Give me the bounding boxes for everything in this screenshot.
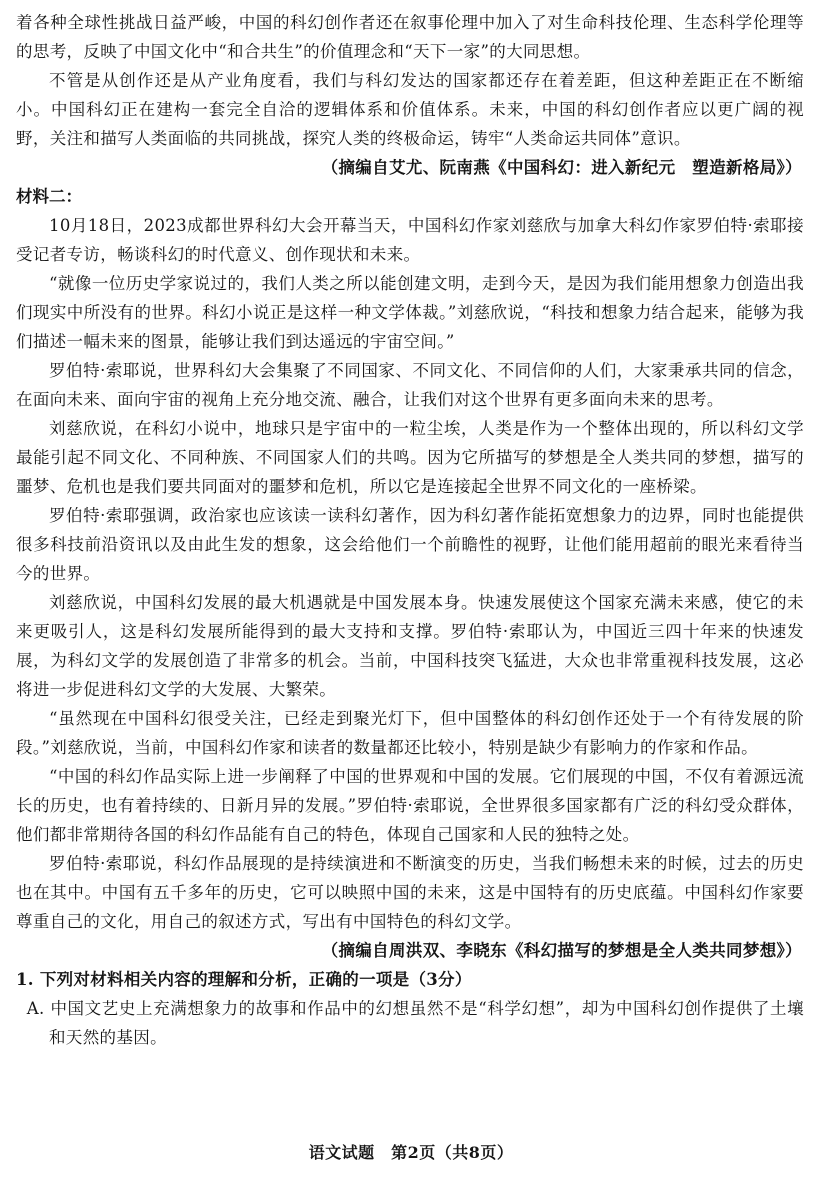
material2-paragraph-5: 罗伯特·索耶强调，政治家也应该读一读科幻著作，因为科幻著作能拓宽想象力的边界，同时也能提供很多科技前沿资讯以及由此生发的想象，这会给他们一个前瞻性的视野，让他们能用超前的眼光来看待当今的世界。 — [16, 506, 804, 583]
material1-paragraph-continued: 着各种全球性挑战日益严峻，中国的科幻创作者还在叙事伦理中加入了对生命科技伦理、生态科学伦理等的思考，反映了中国文化中“和合共生”的价值理念和“天下一家”的大同思想。 — [16, 13, 804, 61]
material2-paragraph-3: 罗伯特·索耶说，世界科幻大会集聚了不同国家、不同文化、不同信仰的人们，大家秉承共同的信念，在面向未来、面向宇宙的视角上充分地交流、融合，让我们对这个世界有更多面向未来的思考。 — [16, 361, 804, 409]
material2-paragraph-7: “虽然现在中国科幻很受关注，已经走到聚光灯下，但中国整体的科幻创作还处于一个有待发展的阶段。”刘慈欣说，当前，中国科幻作家和读者的数量都还比较小，特别是缺少有影响力的作家和作品。 — [16, 709, 804, 757]
question-1-stem: 1. 下列对材料相关内容的理解和分析，正确的一项是（3分） — [16, 970, 472, 989]
material2-paragraph-8: “中国的科幻作品实际上进一步阐释了中国的世界观和中国的发展。它们展现的中国，不仅有着源远流长的历史，也有着持续的、日新月异的发展。”罗伯特·索耶说，全世界很多国家都有广泛的科幻受众群体，他们都非常期待各国的科幻作品能有自己的特色，体现自己国家和人民的独特之处。 — [16, 767, 804, 844]
material1-source: （摘编自艾尤、阮南燕《中国科幻：进入新纪元 塑造新格局》） — [321, 158, 802, 177]
material2-paragraph-9: 罗伯特·索耶说，科幻作品展现的是持续演进和不断演变的历史，当我们畅想未来的时候，过去的历史也在其中。中国有五千多年的历史，它可以映照中国的未来，这是中国特有的历史底蕴。中国科幻作家要尊重自己的文化，用自己的叙述方式，写出有中国特色的科幻文学。 — [16, 854, 804, 931]
material2-paragraph-4: 刘慈欣说，在科幻小说中，地球只是宇宙中的一粒尘埃，人类是作为一个整体出现的，所以科幻文学最能引起不同文化、不同种族、不同国家人们的共鸣。因为它所描写的梦想是全人类共同的梦想，描写的噩梦、危机也是我们要共同面对的噩梦和危机，所以它是连接起全世界不同文化的一座桥梁。 — [16, 419, 804, 496]
page-footer: 语文试题 第2页（共8页） — [308, 1143, 514, 1162]
material2-paragraph-2: “就像一位历史学家说过的，我们人类之所以能创建文明，走到今天，是因为我们能用想象力创造出我们现实中所没有的世界。科幻小说正是这样一种文学体裁。”刘慈欣说，“科技和想象力结合起来，能够为我们描述一幅未来的图景，能够让我们到达遥远的宇宙空间。” — [16, 274, 804, 351]
material2-source: （摘编自周洪双、李晓东《科幻描写的梦想是全人类共同梦想》） — [321, 941, 802, 960]
material2-paragraph-1: 10月18日，2023成都世界科幻大会开幕当天，中国科幻作家刘慈欣与加拿大科幻作家罗伯特·索耶接受记者专访，畅谈科幻的时代意义、创作现状和未来。 — [16, 216, 804, 264]
material2-heading: 材料二： — [16, 187, 82, 206]
material2-paragraph-6: 刘慈欣说，中国科幻发展的最大机遇就是中国发展本身。快速发展使这个国家充满未来感，使它的未来更吸引人，这是科幻发展所能得到的最大支持和支撑。罗伯特·索耶认为，中国近三四十年来的快速发展，为科幻文学的发展创造了非常多的机会。当前，中国科技突飞猛进，大众也非常重视科技发展，这必将进一步促进科幻文学的大发展、大繁荣。 — [16, 593, 804, 699]
question-1-option-a: A. 中国文艺史上充满想象力的故事和作品中的幻想虽然不是“科学幻想”，却为中国科幻创作提供了土壤和天然的基因。 — [26, 999, 804, 1047]
material1-paragraph: 不管是从创作还是从产业角度看，我们与科幻发达的国家都还存在着差距，但这种差距正在不断缩小。中国科幻正在建构一套完全自洽的逻辑体系和价值体系。未来，中国的科幻创作者应以更广阔的视野，关注和描写人类面临的共同挑战，探究人类的终极命运，铸牢“人类命运共同体”意识。 — [16, 71, 804, 148]
